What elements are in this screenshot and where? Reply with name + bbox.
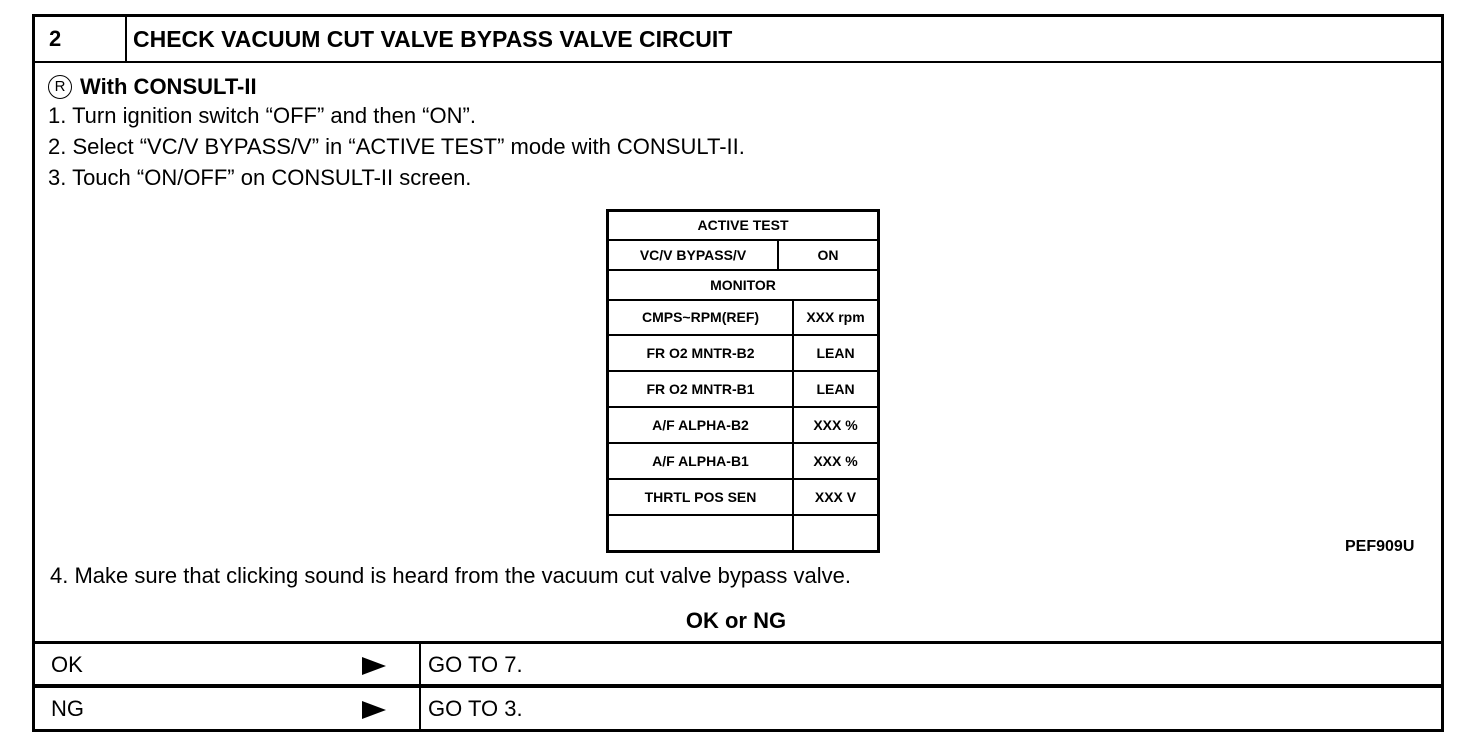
instruction-3: 3. Touch “ON/OFF” on CONSULT-II screen.	[48, 165, 472, 190]
monitor-label: FR O2 MNTR-B1	[609, 372, 794, 406]
active-test-header: ACTIVE TEST	[697, 217, 789, 233]
consult-heading	[48, 74, 745, 100]
figure-id: PEF909U	[1345, 538, 1415, 555]
result-label: NG	[51, 696, 84, 721]
test-item-value: ON	[817, 247, 839, 263]
instruction-4: 4. Make sure that clicking sound is heard from the vacuum cut valve bypass valve.	[50, 563, 851, 588]
monitor-row	[609, 408, 877, 444]
consult-title: With CONSULT-II	[80, 74, 257, 99]
test-item-label: VC/V BYPASS/V	[609, 241, 779, 269]
result-action: GO TO 3.	[428, 696, 523, 721]
consult-r-icon: R	[48, 75, 72, 99]
monitor-label: FR O2 MNTR-B2	[609, 336, 794, 370]
step-title: CHECK VACUUM CUT VALVE BYPASS VALVE CIRCUIT	[133, 26, 733, 52]
play-arrow-icon	[360, 699, 388, 721]
monitor-header-row	[609, 271, 877, 301]
monitor-row	[609, 301, 877, 336]
step-content	[48, 74, 745, 193]
step-number: 2	[35, 17, 127, 61]
monitor-value: XXX rpm	[806, 309, 865, 325]
result-label: OK	[51, 652, 83, 677]
result-divider	[419, 688, 421, 729]
monitor-label: CMPS~RPM(REF)	[609, 301, 794, 334]
play-arrow-icon	[360, 655, 388, 677]
monitor-label: A/F ALPHA-B2	[609, 408, 794, 442]
monitor-value: XXX V	[814, 489, 857, 505]
monitor-label	[609, 516, 794, 550]
monitor-row	[609, 372, 877, 408]
monitor-value: XXX %	[813, 417, 858, 433]
result-divider	[419, 644, 421, 684]
instruction-2: 2. Select “VC/V BYPASS/V” in “ACTIVE TEST” mode with CONSULT-II.	[48, 134, 745, 159]
monitor-row	[609, 444, 877, 480]
instruction-1: 1. Turn ignition switch “OFF” and then “ON”.	[48, 103, 476, 128]
monitor-row	[609, 336, 877, 372]
step-header	[35, 17, 1441, 63]
monitor-value: LEAN	[816, 381, 855, 397]
monitor-header: MONITOR	[710, 277, 776, 293]
consult-screen	[606, 209, 880, 553]
result-row-ng	[32, 686, 1444, 732]
test-item-row	[609, 241, 877, 271]
monitor-row-empty	[609, 516, 877, 550]
monitor-row	[609, 480, 877, 516]
ok-ng-label: OK or NG	[685, 608, 787, 633]
monitor-label: A/F ALPHA-B1	[609, 444, 794, 478]
screen-header-row	[609, 212, 877, 241]
result-row-ok	[32, 641, 1444, 687]
monitor-value: LEAN	[816, 345, 855, 361]
monitor-label: THRTL POS SEN	[609, 480, 794, 514]
monitor-value: XXX %	[813, 453, 858, 469]
result-action: GO TO 7.	[428, 652, 523, 677]
monitor-value	[794, 516, 877, 550]
